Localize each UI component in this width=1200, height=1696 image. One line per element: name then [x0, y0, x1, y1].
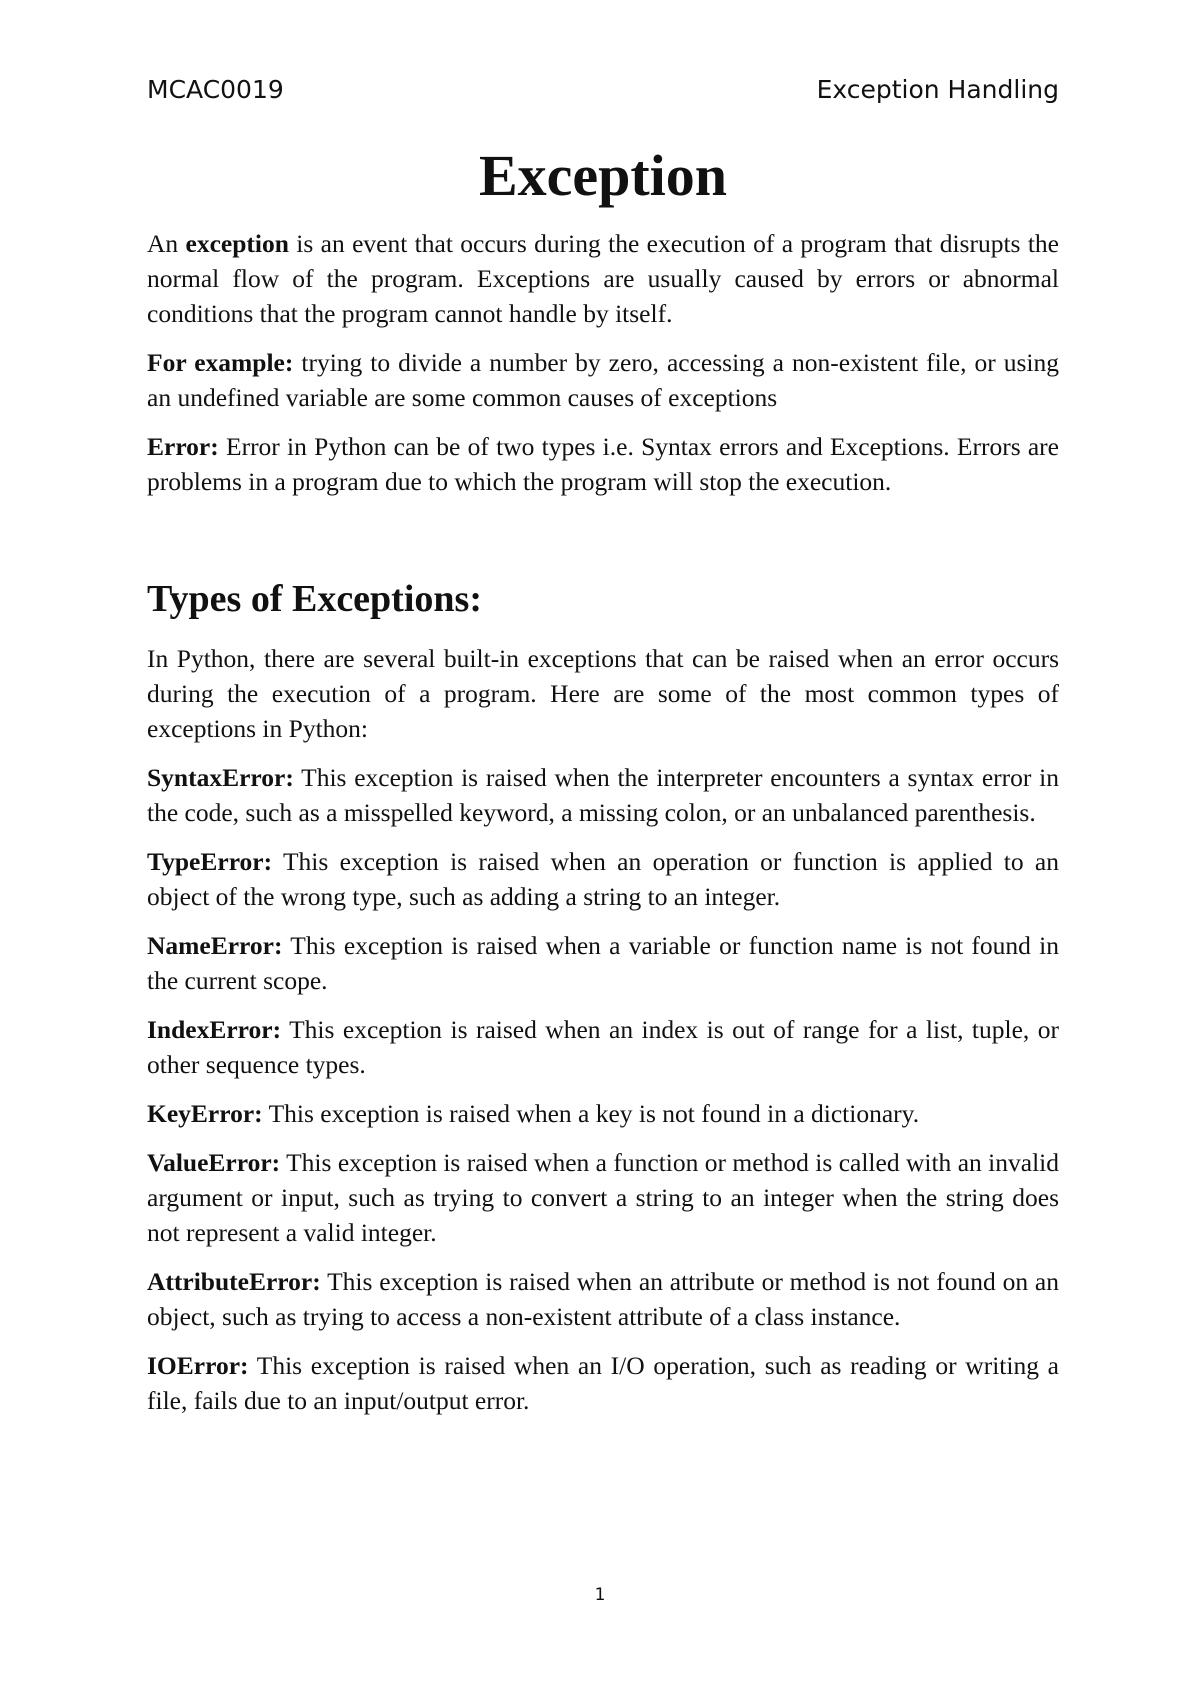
exception-item	[147, 1348, 1059, 1418]
exception-description: This exception is raised when an operation or function is applied to an object of the wrong type, such as adding a string to an integer.	[147, 847, 1059, 911]
section-heading-types: Types of Exceptions:	[147, 578, 482, 620]
course-code: MCAC0019	[147, 75, 284, 104]
exception-term: KeyError:	[147, 1099, 263, 1128]
exception-description: This exception is raised when a variable or function name is not found in the current scope.	[147, 931, 1059, 995]
document-body	[147, 140, 1059, 1432]
exception-term: AttributeError:	[147, 1267, 321, 1296]
intro-lead: An	[147, 229, 186, 258]
exception-description: This exception is raised when an I/O operation, such as reading or writing a file, fails due to an input/output error.	[147, 1351, 1059, 1415]
exception-term: SyntaxError:	[147, 763, 294, 792]
exception-item	[147, 1264, 1059, 1334]
exception-term: IOError:	[147, 1351, 249, 1380]
intro-term: exception	[185, 229, 289, 258]
exception-description: This exception is raised when a key is not found in a dictionary.	[262, 1099, 920, 1128]
example-paragraph	[147, 345, 1059, 415]
exception-item	[147, 928, 1059, 998]
exception-item	[147, 760, 1059, 830]
error-text: Error in Python can be of two types i.e. Syntax errors and Exceptions. Errors are problems in a program due to which the program will stop the execution.	[147, 432, 1059, 496]
exception-description: This exception is raised when an attribute or method is not found on an object, such as trying to access a non-existent attribute of a class instance.	[147, 1267, 1059, 1331]
page-header	[147, 75, 1059, 115]
exception-term: NameError:	[147, 931, 283, 960]
exception-item	[147, 1096, 1059, 1131]
example-text: trying to divide a number by zero, accessing a non-existent file, or using an undefined variable are some common causes of exceptions	[147, 348, 1059, 412]
page-number: 1	[594, 1585, 606, 1605]
exception-item	[147, 1145, 1059, 1250]
page-title: Exception	[478, 143, 728, 208]
exception-description: This exception is raised when a function or method is called with an invalid argument or input, such as trying to convert a string to an integer when the string does not represent a valid integer.	[147, 1148, 1059, 1247]
exception-term: IndexError:	[147, 1015, 282, 1044]
intro-text: is an event that occurs during the execution of a program that disrupts the normal flow of the program. Exceptions are usually caused by errors or abnormal conditions that the program cannot handle by itself.	[147, 229, 1059, 328]
exception-item	[147, 844, 1059, 914]
exception-description: This exception is raised when an index is out of range for a list, tuple, or other sequence types.	[147, 1015, 1059, 1079]
example-term: For example:	[147, 348, 294, 377]
exception-item	[147, 1012, 1059, 1082]
exception-term: ValueError:	[147, 1148, 281, 1177]
chapter-title: Exception Handling	[816, 75, 1059, 104]
types-intro-paragraph: In Python, there are several built-in exceptions that can be raised when an error occurs during the execution of a program. Here are some of the most common types of exceptions in Python:	[147, 644, 1059, 743]
exception-description: This exception is raised when the interpreter encounters a syntax error in the code, such as a misspelled keyword, a missing colon, or an unbalanced parenthesis.	[147, 763, 1059, 827]
intro-paragraph	[147, 226, 1059, 331]
error-paragraph	[147, 429, 1059, 499]
exception-term: TypeError:	[147, 847, 273, 876]
error-term: Error:	[147, 432, 219, 461]
